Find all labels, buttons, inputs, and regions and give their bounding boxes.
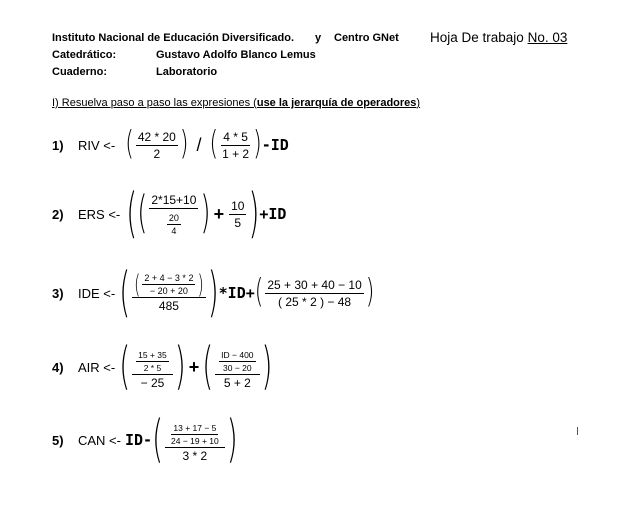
paren-group-inner: ( $\frac{2 + 4 - 3 * 2}{- 20 + 20}$ ): [134, 268, 204, 299]
id-term: -ID: [261, 136, 289, 154]
fraction: [163, 418, 227, 463]
denominator: 2 * 5: [143, 362, 162, 373]
instruction-text: I) Resuelva paso a paso las expresiones (: [52, 97, 257, 109]
plus-operator: +: [188, 356, 200, 377]
notebook-name: Laboratorio: [156, 66, 218, 78]
numerator: [132, 345, 173, 375]
paren-group-outer: ( ( $\frac{2 + 4 - 3 * 2}{- 20 + 20}$ ) 485 ): [119, 260, 219, 324]
institution-name: Instituto Nacional de Educación Diversificado.: [52, 32, 295, 44]
sub-fraction: [167, 423, 223, 446]
sheet-title: [430, 30, 567, 45]
fraction: [263, 278, 365, 309]
paren-group: ( $\frac{4 * 5}{1 + 2}$ ): [209, 125, 262, 163]
fraction: [218, 130, 253, 161]
numerator: 10: [231, 198, 245, 213]
numerator: 2*15+10: [151, 192, 197, 207]
header-conjunction: y: [315, 32, 322, 44]
id-term: *ID+: [218, 284, 255, 302]
sub-fraction: [165, 213, 183, 236]
id-term: ID-: [124, 431, 153, 449]
paren-group: ( $\frac{\frac{ID - 400}{30 - 20}}{5 + 2}$ ): [202, 336, 273, 396]
denominator: 1 + 2: [222, 146, 250, 161]
exercise-2: [0, 181, 287, 245]
denominator: 5: [234, 215, 242, 230]
exercise-5: [0, 409, 238, 469]
sub-fraction: [217, 350, 257, 373]
instruction-bold: use la jerarquía de operadores: [256, 97, 417, 109]
denominator: [163, 209, 185, 236]
fraction: [130, 268, 208, 313]
paren-group-outer: ( ( $\frac{2*15+10}{\frac{20}{4}}$ ) + $\frac{10}{5}$ ): [126, 181, 260, 245]
id-term: +ID: [259, 205, 287, 223]
numerator: 4 * 5: [223, 129, 248, 144]
sheet-number: No. 03: [527, 30, 568, 45]
instruction-close: ): [416, 97, 421, 109]
denominator: 485: [158, 299, 179, 313]
numerator: 15 + 35: [138, 349, 167, 360]
fraction: [213, 345, 261, 390]
exercise-label: CAN <-: [78, 432, 121, 448]
exercise-number: 5): [52, 432, 64, 448]
exercise-label: IDE <-: [78, 285, 116, 301]
plus-operator: +: [213, 203, 225, 224]
fraction: [134, 130, 180, 161]
notebook-label: Cuaderno:: [52, 66, 107, 78]
teacher-name: Gustavo Adolfo Blanco Lemus: [156, 49, 316, 61]
fraction: [130, 345, 175, 390]
numerator: 13 + 17 − 5: [173, 422, 217, 433]
divide-operator: /: [196, 134, 202, 155]
sub-fraction: [134, 350, 171, 373]
cursor-mark: [577, 427, 578, 435]
denominator: ( 25 * 2 ) − 48: [278, 294, 352, 309]
paren-group: ( $\frac{\frac{13 + 17 - 5}{24 - 19 + 10}}{3 * 2}$ ): [152, 409, 238, 469]
exercise-number: 4): [52, 359, 64, 375]
denominator: 3 * 2: [182, 448, 208, 463]
paren-group: ( $\frac{\frac{15 + 35}{2 * 5}}{- 25}$ ): [119, 336, 186, 396]
denominator: 5 + 2: [223, 375, 251, 390]
numerator: 25 + 30 + 40 − 10: [267, 277, 362, 292]
denominator: 2: [153, 146, 161, 161]
instruction: [52, 97, 420, 109]
denominator: 30 − 20: [223, 362, 252, 373]
paren-group-inner: ( $\frac{2*15+10}{\frac{20}{4}}$ ): [137, 188, 211, 240]
paren-group: ( $\frac{25 + 30 + 40 - 10}{( 25 * 2 ) - 48}$ ): [254, 273, 375, 311]
teacher-label: Catedrático:: [52, 49, 117, 61]
numerator: [215, 345, 259, 375]
exercise-4: [0, 336, 273, 396]
sheet-prefix: Hoja De trabajo: [430, 30, 524, 45]
exercise-number: 2): [52, 206, 64, 222]
denominator: − 25: [140, 375, 165, 390]
paren-group: ( $\frac{42 * 20}{2}$ ): [125, 125, 189, 163]
numerator: ID − 400: [221, 349, 254, 360]
numerator: 20: [168, 212, 179, 223]
exercise-1: [0, 127, 289, 163]
exercise-label: AIR <-: [78, 359, 116, 375]
exercise-label: ERS <-: [78, 206, 121, 222]
denominator: 24 − 19 + 10: [171, 435, 219, 446]
denominator: − 20 + 20: [149, 286, 188, 296]
center-name: Centro GNet: [334, 32, 399, 44]
exercise-number: 3): [52, 285, 64, 301]
exercise-label: RIV <-: [78, 137, 116, 153]
denominator: 4: [171, 225, 177, 236]
numerator: 42 * 20: [137, 129, 176, 144]
numerator: [132, 268, 206, 299]
exercise-number: 1): [52, 137, 64, 153]
numerator: [165, 418, 225, 448]
fraction: [147, 193, 200, 236]
fraction: [227, 199, 248, 230]
exercise-3: [0, 260, 375, 324]
sub-fraction: [140, 273, 197, 296]
numerator: 2 + 4 − 3 * 2: [144, 273, 194, 283]
